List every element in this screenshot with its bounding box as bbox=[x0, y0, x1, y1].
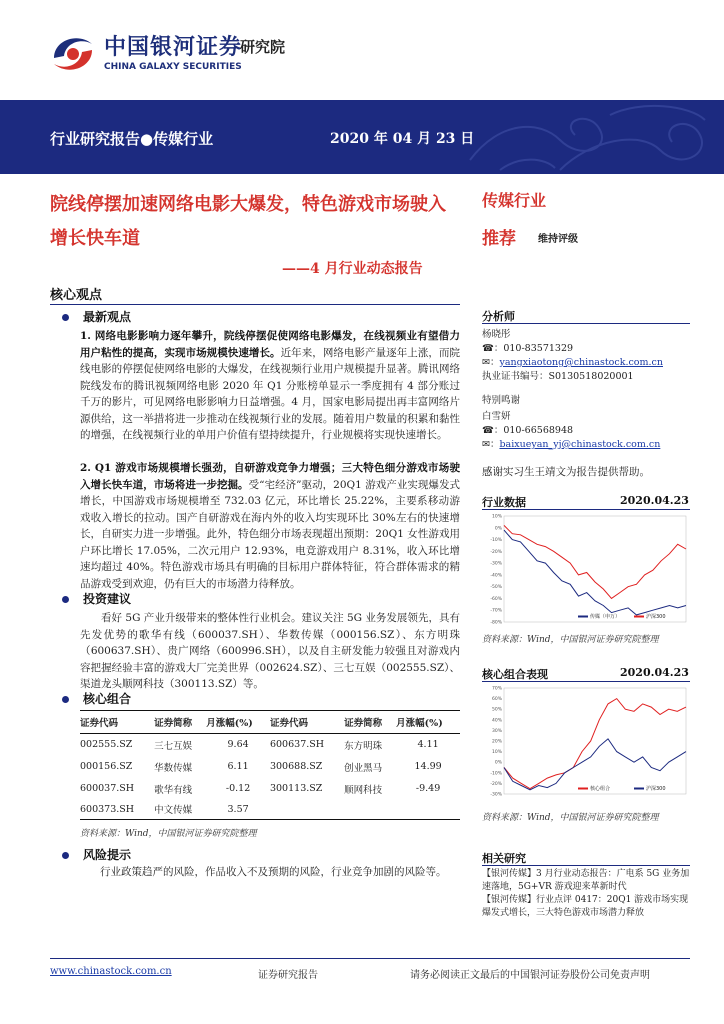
legend-label: 核心组合 bbox=[590, 786, 611, 792]
related-item[interactable]: 【银河传媒】行业点评 0417：20Q1 游戏市场实现爆发式增长，三大特色游戏市场潜力释放 bbox=[482, 895, 689, 918]
portfolio-heading: 核心组合 bbox=[62, 690, 131, 707]
table-row bbox=[80, 778, 460, 800]
analyst-heading: 分析师 bbox=[482, 310, 515, 323]
phone-icon: ☎： bbox=[482, 425, 504, 436]
analyst-2-name: 白雪妍 bbox=[482, 411, 511, 422]
report-type: 行业研究报告●传媒行业 bbox=[50, 130, 214, 148]
risk-paragraph: 行业政策趋严的风险，作品收入不及预期的风险，行业竞争加剧的风险等。 bbox=[100, 866, 447, 878]
y-tick-label: -30% bbox=[490, 561, 502, 567]
y-tick-label: 70% bbox=[491, 686, 502, 692]
table-cell: 600637.SH bbox=[269, 739, 325, 751]
y-tick-label: -30% bbox=[490, 792, 502, 798]
y-tick-label: 50% bbox=[491, 707, 502, 713]
industry-chart-source: 资料来源：Wind，中国银河证券研究院整理 bbox=[482, 635, 659, 645]
legend-label: 传媒（申万） bbox=[590, 614, 621, 620]
bullet-icon bbox=[62, 852, 69, 859]
mail-icon: ✉： bbox=[482, 357, 500, 368]
table-cell: 创业黑马 bbox=[344, 762, 383, 774]
footer-divider bbox=[50, 958, 690, 959]
legend-label: 沪深300 bbox=[646, 786, 666, 792]
latest-paragraph-1: 1. 网络电影影响力逐年攀升，院线停摆促使网络电影爆发，在线视频业有望借力用户粘性的提高，实现市场规模快速增长。近年来，网络电影产量逐年上涨，而院线电影的停摆促使网络电影的大爆发，在线视频行业用户规模提升显著。腾讯网络院线发布的腾讯视频网络电影 2020 年 Q1 分账榜单显示一季度拥有 4 部分账过千万的影片，可见网络电影影响力日益增强。4 月，国家电影局提出再丰富网络片源供给，这一举措将进一步推动在线视频行业的发展。随着用户数量的积累和黏性的增强，在线视频行业的单用户价值有望持续提升，行业规模将实现快速增长。 bbox=[80, 330, 461, 441]
table-cell: 华数传媒 bbox=[154, 762, 193, 774]
series-line bbox=[504, 530, 686, 615]
industry-chart-heading: 行业数据 bbox=[482, 496, 526, 509]
table-header-cell: 证券简称 bbox=[344, 711, 396, 734]
table-source: 资料来源：Wind，中国银河证券研究院整理 bbox=[80, 829, 257, 839]
phone-icon: ☎： bbox=[482, 343, 504, 354]
sector-label: 传媒行业 bbox=[482, 191, 547, 210]
table-cell: 300113.SZ bbox=[269, 783, 323, 794]
analyst-1-email bbox=[482, 356, 663, 369]
divider bbox=[482, 323, 690, 324]
table-header-cell: 证券简称 bbox=[154, 711, 206, 734]
company-logo-icon bbox=[48, 28, 98, 78]
table-cell: 600037.SH bbox=[80, 783, 135, 794]
y-tick-label: 0% bbox=[494, 526, 502, 532]
y-tick-label: 30% bbox=[491, 728, 502, 734]
analyst-2-title: 特别鸣谢 bbox=[482, 395, 521, 406]
bullet-icon bbox=[62, 696, 69, 703]
table-cell: -0.12 bbox=[225, 783, 251, 794]
y-tick-label: -60% bbox=[490, 596, 502, 602]
table-cell: 顺网科技 bbox=[344, 784, 383, 796]
table-cell: 9.64 bbox=[227, 739, 249, 751]
chart-frame bbox=[504, 516, 686, 622]
table-header-cell: 月涨幅(%) bbox=[396, 711, 460, 734]
y-tick-label: -20% bbox=[490, 781, 502, 787]
y-tick-label: 60% bbox=[491, 697, 502, 703]
table-cell: 6.11 bbox=[227, 761, 249, 772]
table-cell: 中文传媒 bbox=[154, 805, 193, 817]
analyst-1-cert: 执业证书编号：S0130518020001 bbox=[482, 371, 634, 382]
table-cell: 002555.SZ bbox=[80, 739, 133, 751]
y-tick-label: -10% bbox=[490, 771, 502, 777]
industry-chart-date: 2020.04.23 bbox=[620, 494, 689, 507]
y-tick-label: 10% bbox=[491, 514, 502, 520]
table-cell: 4.11 bbox=[417, 739, 439, 751]
portfolio-table bbox=[80, 710, 460, 820]
legend-label: 沪深300 bbox=[646, 614, 666, 620]
report-subtitle: ——4 月行业动态报告 bbox=[282, 261, 423, 277]
table-cell: 000156.SZ bbox=[80, 761, 133, 772]
divider bbox=[482, 865, 690, 866]
core-heading: 核心观点 bbox=[50, 288, 103, 303]
table-header-cell: 证券代码 bbox=[80, 711, 154, 734]
company-name-en: CHINA GALAXY SECURITIES bbox=[104, 62, 242, 72]
table-header-cell: 证券代码 bbox=[270, 711, 344, 734]
thanks-note: 感谢实习生王靖文为报告提供帮助。 bbox=[482, 466, 650, 478]
divider bbox=[50, 304, 460, 305]
y-tick-label: 40% bbox=[491, 718, 502, 724]
table-header-cell: 月涨幅(%) bbox=[206, 711, 270, 734]
footer-website-link[interactable]: www.chinastock.com.cn bbox=[50, 966, 172, 977]
portfolio-chart-source: 资料来源：Wind，中国银河证券研究院整理 bbox=[482, 813, 659, 823]
analyst-2-email-link[interactable]: baixueyan_yj@chinastock.com.cn bbox=[499, 439, 661, 450]
table-cell: 三七互娱 bbox=[154, 740, 193, 752]
company-name-cn: 中国银河证券 bbox=[104, 35, 243, 60]
industry-line-chart bbox=[482, 510, 690, 630]
table-cell: -9.49 bbox=[415, 783, 441, 794]
analyst-1-email-link[interactable]: yangxiaotong@chinastock.com.cn bbox=[499, 357, 663, 368]
y-tick-label: -20% bbox=[490, 549, 502, 555]
chart-frame bbox=[504, 688, 686, 794]
report-date: 2020 年 04 月 23 日 bbox=[330, 131, 475, 147]
portfolio-line-chart bbox=[482, 682, 690, 802]
latest-heading: 最新观点 bbox=[62, 308, 131, 325]
table-cell: 300688.SZ bbox=[269, 761, 323, 772]
analyst-1-phone: ☎：010-83571329 bbox=[482, 343, 574, 354]
series-line bbox=[504, 699, 686, 789]
table-cell bbox=[344, 800, 396, 820]
related-item[interactable]: 【银河传媒】3 月行业动态报告：广电系 5G 业务加速落地，5G+VR 游戏迎来革新时代 bbox=[482, 869, 690, 892]
table-cell bbox=[270, 800, 344, 820]
latest-paragraph-2: 2. Q1 游戏市场规模增长强劲，自研游戏竞争力增强；三大特色细分游戏市场驶入增长快车道，市场将进一步挖掘。受“宅经济”驱动，20Q1 游戏产业实现爆发式增长，中国游戏市场规模增至 732.03 亿元，环比增长 25.22%，主要系移动游戏收入增长的拉动。国产自研游戏在海内外的收入均实现环比 30%左右的快速增长，自研实力进一步增强。此外，特色细分市场表现超出预期：20Q1 女性游戏用户环比增长 17.05%，二次元用户 12.93%，电竞游戏用户 8.31%，收入环比增速均超过 40%。特色游戏市场具有明确的目标用户群体特征，符合群体需求的精品游戏受到欢迎，仍有巨大的市场潜力待释放。 bbox=[80, 462, 461, 590]
analyst-2-phone: ☎：010-66568948 bbox=[482, 425, 574, 436]
rating-label: 推荐 bbox=[482, 229, 516, 249]
rating-note: 维持评级 bbox=[538, 234, 578, 245]
table-cell: 14.99 bbox=[414, 761, 442, 772]
report-title: 院线停摆加速网络电影大爆发，特色游戏市场驶入增长快车道 bbox=[50, 194, 446, 249]
series-line bbox=[504, 525, 686, 598]
analyst-1-name: 杨晓彤 bbox=[482, 329, 511, 340]
y-tick-label: -80% bbox=[490, 620, 502, 626]
table-row bbox=[80, 756, 460, 778]
portfolio-chart-date: 2020.04.23 bbox=[620, 666, 689, 679]
series-line bbox=[504, 739, 686, 790]
related-heading: 相关研究 bbox=[482, 852, 526, 865]
advice-heading: 投资建议 bbox=[62, 590, 131, 607]
footer-disclaimer: 请务必阅读正文最后的中国银河证券股份公司免责声明 bbox=[410, 970, 650, 981]
analyst-2-email bbox=[482, 438, 660, 451]
table-row bbox=[80, 800, 460, 820]
table-cell: 3.57 bbox=[227, 803, 249, 815]
table-row bbox=[80, 734, 460, 756]
y-tick-label: -40% bbox=[490, 573, 502, 579]
portfolio-chart-heading: 核心组合表现 bbox=[482, 668, 548, 681]
y-tick-label: -70% bbox=[490, 608, 502, 614]
y-tick-label: 10% bbox=[491, 750, 502, 756]
table-cell: 歌华有线 bbox=[154, 784, 193, 796]
advice-paragraph: 看好 5G 产业升级带来的整体性行业机会。建议关注 5G 业务发展领先，具有先发优势的歌华有线（600037.SH）、华数传媒（000156.SZ）、东方明珠（600637.SH）、贵广网络（600996.SH），以及自主研发能力较强且对游戏内容把握经验丰富的游戏大厂完美世界（002624.SZ）、三七互娱（002555.SZ）、渠道龙头顺网科技（300113.SZ）等。 bbox=[80, 612, 460, 690]
risk-heading: 风险提示 bbox=[62, 846, 131, 863]
institute-name: 研究院 bbox=[240, 38, 286, 56]
bullet-icon bbox=[62, 314, 69, 321]
table-cell: 东方明珠 bbox=[344, 740, 383, 752]
bullet-icon bbox=[62, 596, 69, 603]
y-tick-label: 0% bbox=[494, 760, 502, 766]
table-cell bbox=[396, 800, 460, 820]
y-tick-label: 20% bbox=[491, 739, 502, 745]
mail-icon: ✉： bbox=[482, 439, 500, 450]
y-tick-label: -50% bbox=[490, 585, 502, 591]
footer-center: 证券研究报告 bbox=[258, 970, 318, 981]
table-cell: 600373.SH bbox=[80, 803, 135, 815]
y-tick-label: -10% bbox=[490, 538, 502, 544]
table-header-row bbox=[80, 711, 460, 734]
